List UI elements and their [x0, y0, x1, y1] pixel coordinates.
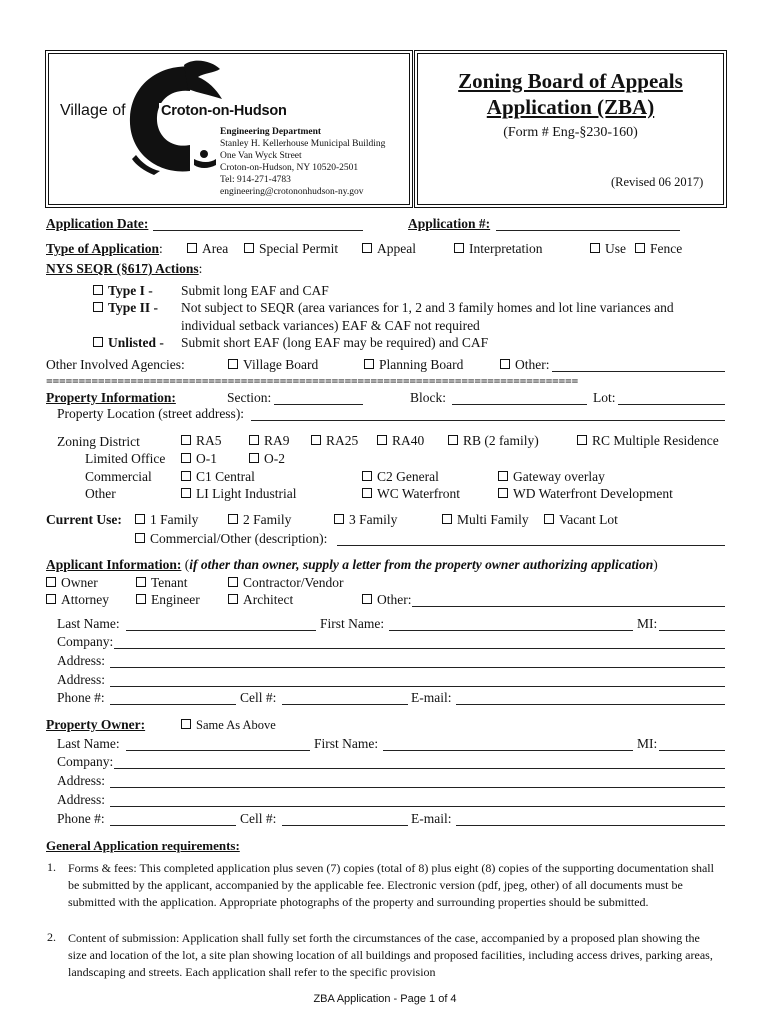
requirement-2-text: Content of submission: Application shall fully set forth the circumstances of the case, accompanied by a proposed plan showing the size and location of the lot, a site plan showing location of all buildings and proposed facilities, including access drives, parking areas, landscaping and streets. Each application shall refer to the specific provision — [68, 931, 713, 979]
checkbox-icon[interactable] — [181, 435, 191, 445]
same-as-above-option[interactable]: Same As Above — [181, 718, 276, 733]
owner-phone-label: Phone #: — [57, 811, 105, 826]
checkbox-icon[interactable] — [498, 471, 508, 481]
owner-address2-label: Address: — [57, 792, 105, 807]
zone-wc[interactable]: WC Waterfront — [362, 486, 460, 502]
other-agencies-label: Other Involved Agencies: — [46, 357, 185, 372]
owner-cell-label: Cell #: — [240, 811, 277, 826]
zone-o1[interactable]: O-1 — [181, 451, 217, 467]
zone-ra5[interactable]: RA5 — [181, 433, 222, 449]
role-tenant[interactable]: Tenant — [136, 575, 188, 591]
agency-other[interactable]: Other: — [500, 357, 550, 373]
checkbox-icon[interactable] — [187, 243, 197, 253]
checkbox-icon[interactable] — [362, 243, 372, 253]
owner-last-name-field[interactable] — [126, 750, 310, 751]
zoning-district-label: Zoning District — [57, 434, 140, 449]
commercial-description-field[interactable] — [337, 545, 725, 546]
checkbox-icon[interactable] — [377, 435, 387, 445]
property-info-label: Property Information: — [46, 390, 176, 405]
role-other[interactable]: Other: — [362, 592, 412, 608]
checkbox-icon[interactable] — [228, 514, 238, 524]
zone-ra25[interactable]: RA25 — [311, 433, 358, 449]
property-location-field[interactable] — [251, 420, 725, 421]
property-owner-label: Property Owner: — [46, 717, 146, 732]
telephone: Tel: 914-271-4783 — [220, 175, 291, 185]
role-contractor[interactable]: Contractor/Vendor — [228, 575, 343, 591]
village-prefix: Village of — [60, 102, 126, 119]
limited-office-label: Limited Office — [85, 451, 166, 466]
requirement-1-number: 1. — [47, 860, 56, 874]
use-3-family[interactable]: 3 Family — [334, 512, 397, 528]
zone-c1[interactable]: C1 Central — [181, 469, 255, 485]
checkbox-icon[interactable] — [448, 435, 458, 445]
role-other-field[interactable] — [412, 606, 725, 607]
lot-field[interactable] — [618, 404, 725, 405]
applicant-last-name-field[interactable] — [126, 630, 316, 631]
application-number-label: Application #: — [408, 216, 491, 231]
form-title-line2: Application (ZBA) — [486, 95, 655, 119]
building-name: Stanley H. Kellerhouse Municipal Building — [220, 139, 386, 149]
checkbox-icon[interactable] — [46, 594, 56, 604]
checkbox-icon[interactable] — [244, 243, 254, 253]
revision-date: (Revised 06 2017) — [611, 175, 704, 189]
checkbox-icon[interactable] — [181, 471, 191, 481]
role-architect[interactable]: Architect — [228, 592, 293, 608]
page-footer: ZBA Application - Page 1 of 4 — [313, 993, 457, 1005]
applicant-cell-label: Cell #: — [240, 690, 277, 705]
role-engineer[interactable]: Engineer — [136, 592, 200, 608]
applicant-phone-field[interactable] — [110, 704, 236, 705]
seqr-actions-label: NYS SEQR (§617) Actions: — [46, 261, 203, 276]
applicant-address2-label: Address: — [57, 672, 105, 687]
applicant-last-name-label: Last Name: — [57, 616, 120, 631]
owner-email-field[interactable] — [456, 825, 725, 826]
header-right-box — [414, 50, 727, 208]
seqr-type2-text2: individual setback variances) EAF & CAF not required — [181, 318, 480, 333]
street-address: One Van Wyck Street — [220, 151, 302, 161]
owner-company-field[interactable] — [114, 768, 725, 769]
owner-email-label: E-mail: — [411, 811, 452, 826]
checkbox-icon[interactable] — [46, 577, 56, 587]
type-interpretation-option[interactable]: Interpretation — [454, 241, 542, 257]
checkbox-icon[interactable] — [498, 488, 508, 498]
type-of-application-label: Type of Application: — [46, 241, 163, 256]
owner-cell-field[interactable] — [282, 825, 408, 826]
applicant-phone-label: Phone #: — [57, 690, 105, 705]
zone-wd[interactable]: WD Waterfront Development — [498, 486, 673, 502]
section-field[interactable] — [274, 404, 363, 405]
owner-last-name-label: Last Name: — [57, 736, 120, 751]
checkbox-icon[interactable] — [362, 594, 372, 604]
property-location-label: Property Location (street address): — [57, 406, 245, 421]
engineering-dept: Engineering Department — [220, 127, 322, 137]
seqr-unlisted-text: Submit short EAF (long EAF may be required) and CAF — [181, 335, 489, 350]
type-use-option[interactable]: Use — [590, 241, 626, 257]
current-use-label: Current Use: — [46, 512, 122, 527]
owner-address2-field[interactable] — [110, 806, 725, 807]
lot-label: Lot: — [593, 390, 616, 405]
city-address: Croton-on-Hudson, NY 10520-2501 — [220, 163, 359, 173]
checkbox-icon[interactable] — [362, 471, 372, 481]
zone-ra40[interactable]: RA40 — [377, 433, 424, 449]
checkbox-icon[interactable] — [228, 577, 238, 587]
block-field[interactable] — [452, 404, 587, 405]
role-owner[interactable]: Owner — [46, 575, 98, 591]
checkbox-icon[interactable] — [93, 302, 103, 312]
type-area-option[interactable]: Area — [187, 241, 228, 257]
seqr-type1-text: Submit long EAF and CAF — [181, 283, 329, 298]
commercial-label: Commercial — [85, 469, 152, 484]
agency-village-board[interactable]: Village Board — [228, 357, 318, 373]
checkbox-icon[interactable] — [136, 594, 146, 604]
seqr-unlisted[interactable]: Unlisted - — [93, 335, 164, 351]
use-multi-family[interactable]: Multi Family — [442, 512, 529, 528]
applicant-mi-field[interactable] — [659, 630, 725, 631]
checkbox-icon[interactable] — [135, 533, 145, 543]
checkbox-icon[interactable] — [454, 243, 464, 253]
application-date-label: Application Date: — [46, 216, 149, 231]
checkbox-icon[interactable] — [135, 514, 145, 524]
owner-first-name-field[interactable] — [383, 750, 633, 751]
zone-gateway[interactable]: Gateway overlay — [498, 469, 605, 485]
owner-first-name-label: First Name: — [314, 736, 379, 751]
checkbox-icon[interactable] — [249, 453, 259, 463]
owner-address1-label: Address: — [57, 773, 105, 788]
checkbox-icon[interactable] — [93, 337, 103, 347]
applicant-address1-field[interactable] — [110, 667, 725, 668]
type-special-permit-option[interactable]: Special Permit — [244, 241, 338, 257]
checkbox-icon[interactable] — [364, 359, 374, 369]
zone-rb[interactable]: RB (2 family) — [448, 433, 539, 449]
email-address: engineering@crotononhudson-ny.gov — [220, 187, 364, 197]
use-commercial-other[interactable]: Commercial/Other (description): — [135, 531, 327, 547]
separator-line: ================================================================================== — [46, 374, 579, 388]
requirement-1-text: Forms & fees: This completed application plus seven (7) copies (total of 8) plus eight (8) copies of the supporting documentation shall be submitted by the applicant, accompanied by the applicable fee. Electronic version (pdf, jpeg, other) of all documents must be submitted with the application. Appropriate photographs of the property and surrounding properties should be submitted. — [68, 861, 714, 909]
zone-rc[interactable]: RC Multiple Residence — [577, 433, 719, 449]
owner-mi-label: MI: — [637, 736, 658, 751]
checkbox-icon[interactable] — [442, 514, 452, 524]
type-appeal-option[interactable]: Appeal — [362, 241, 416, 257]
checkbox-icon[interactable] — [311, 435, 321, 445]
application-number-field[interactable] — [496, 230, 680, 231]
checkbox-icon[interactable] — [590, 243, 600, 253]
zone-c2[interactable]: C2 General — [362, 469, 439, 485]
application-date-field[interactable] — [153, 230, 363, 231]
requirement-2-number: 2. — [47, 930, 56, 944]
checkbox-icon[interactable] — [577, 435, 587, 445]
requirements-title: General Application requirements: — [46, 838, 240, 853]
village-name: Croton-on-Hudson — [161, 103, 287, 119]
zone-o2[interactable]: O-2 — [249, 451, 285, 467]
applicant-info-heading: Applicant Information: (if other than owner, supply a letter from the property owner authorizing application) — [46, 557, 658, 572]
applicant-address1-label: Address: — [57, 653, 105, 668]
other-zone-label: Other — [85, 486, 116, 501]
village-logo — [124, 59, 234, 179]
checkbox-icon[interactable] — [136, 577, 146, 587]
seqr-type1[interactable]: Type I - — [93, 283, 153, 299]
checkbox-icon[interactable] — [362, 488, 372, 498]
zone-li[interactable]: LI Light Industrial — [181, 486, 296, 502]
seqr-type2[interactable]: Type II - — [93, 300, 158, 316]
applicant-first-name-label: First Name: — [320, 616, 385, 631]
checkbox-icon[interactable] — [228, 594, 238, 604]
use-1-family[interactable]: 1 Family — [135, 512, 198, 528]
form-title-line1: Zoning Board of Appeals — [458, 69, 683, 93]
applicant-email-field[interactable] — [456, 704, 725, 705]
checkbox-icon[interactable] — [181, 719, 191, 729]
seqr-type2-text1: Not subject to SEQR (area variances for 1, 2 and 3 family homes and lot line variances and — [181, 300, 674, 315]
checkbox-icon[interactable] — [334, 514, 344, 524]
applicant-mi-label: MI: — [637, 616, 658, 631]
owner-mi-field[interactable] — [659, 750, 725, 751]
applicant-email-label: E-mail: — [411, 690, 452, 705]
checkbox-icon[interactable] — [249, 435, 259, 445]
checkbox-icon[interactable] — [93, 285, 103, 295]
header-left-box — [45, 50, 413, 208]
use-vacant-lot[interactable]: Vacant Lot — [544, 512, 618, 528]
block-label: Block: — [410, 390, 446, 405]
owner-phone-field[interactable] — [110, 825, 236, 826]
applicant-first-name-field[interactable] — [389, 630, 633, 631]
form-number: (Form # Eng-§230-160) — [503, 125, 638, 140]
type-fence-option[interactable]: Fence — [635, 241, 682, 257]
owner-company-label: Company: — [57, 754, 114, 769]
applicant-address2-field[interactable] — [110, 686, 725, 687]
checkbox-icon[interactable] — [228, 359, 238, 369]
section-label: Section: — [227, 390, 272, 405]
agency-planning-board[interactable]: Planning Board — [364, 357, 463, 373]
zone-ra9[interactable]: RA9 — [249, 433, 290, 449]
checkbox-icon[interactable] — [500, 359, 510, 369]
checkbox-icon[interactable] — [635, 243, 645, 253]
checkbox-icon[interactable] — [181, 488, 191, 498]
applicant-cell-field[interactable] — [282, 704, 408, 705]
checkbox-icon[interactable] — [544, 514, 554, 524]
owner-address1-field[interactable] — [110, 787, 725, 788]
checkbox-icon[interactable] — [181, 453, 191, 463]
use-2-family[interactable]: 2 Family — [228, 512, 291, 528]
applicant-company-label: Company: — [57, 634, 114, 649]
agency-other-field[interactable] — [552, 371, 725, 372]
applicant-company-field[interactable] — [114, 648, 725, 649]
role-attorney[interactable]: Attorney — [46, 592, 109, 608]
